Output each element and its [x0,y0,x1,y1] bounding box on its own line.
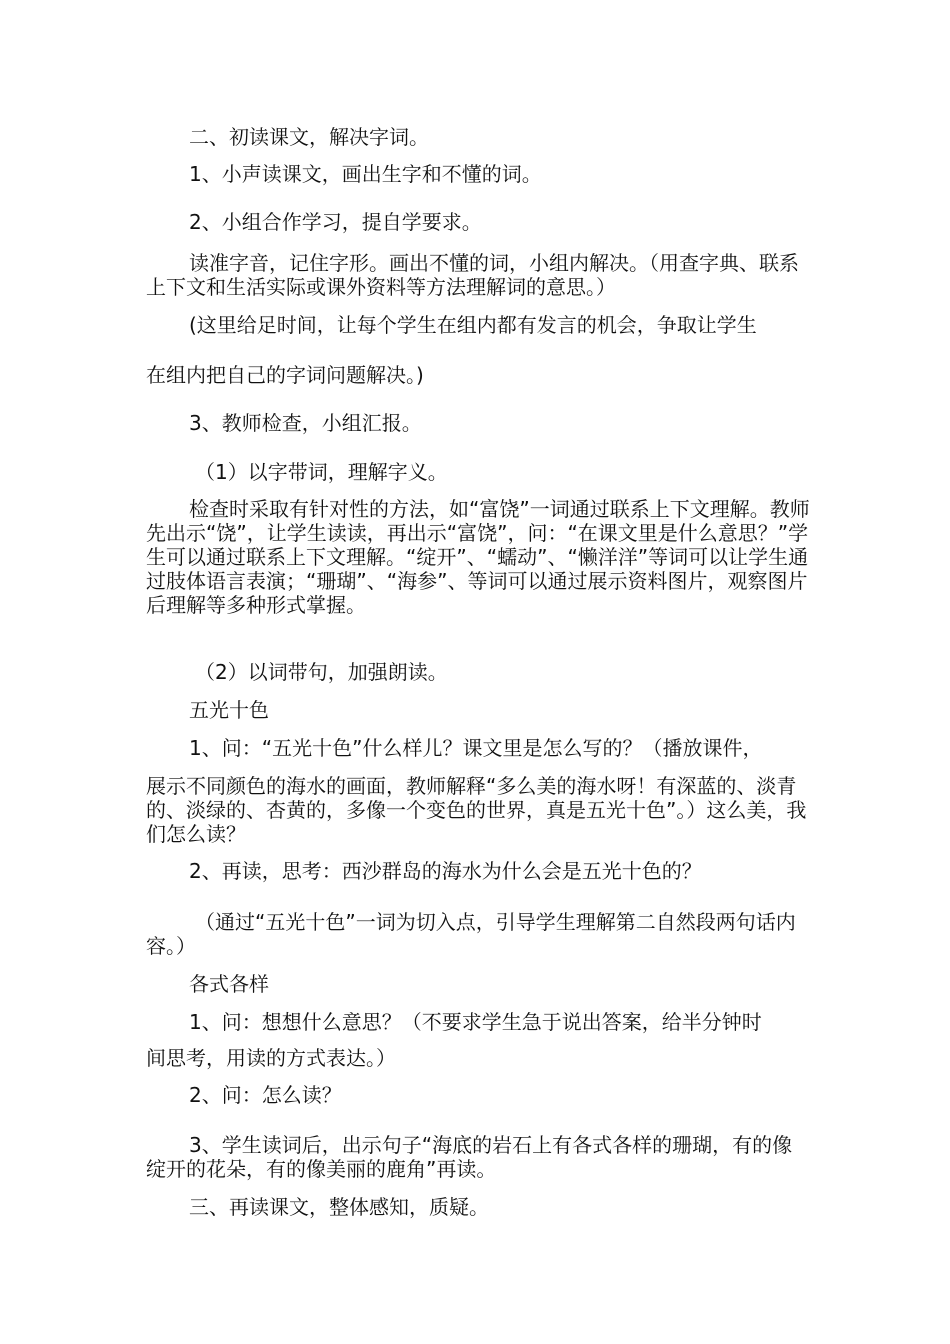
paragraph-substep-1: （1）以字带词，理解字义。 [195,460,448,484]
paragraph-step-2: 2、小组合作学习，提自学要求。 [189,210,482,234]
paragraph-note-line1: (这里给足时间，让每个学生在组内都有发言的机会，争取让学生 [189,313,757,337]
paragraph-note-line2: 在组内把自己的字词问题解决。) [146,363,424,387]
paragraph-ask-meaning-cont: 间思考，用读的方式表达。） [146,1046,396,1070]
paragraph-reread: 2、再读，思考：西沙群岛的海水为什么会是五光十色的？ [189,859,702,883]
paragraph-ask-read: 2、问：怎么读？ [189,1083,342,1107]
word-heading-wuguangshise: 五光十色 [189,698,269,722]
paragraph-question-1-cont: 展示不同颜色的海水的画面，教师解释“多么美的海水呀！有深蓝的、淡青的、淡绿的、杏黄的，多像一个变色的世界，真是五光十色”。）这么美，我们怎么读？ [146,774,807,846]
paragraph-step-3: 3、教师检查，小组汇报。 [189,411,422,435]
paragraph-check-method: 检查时采取有针对性的方法，如“富饶”一词通过联系上下文理解。教师先出示“饶”，让学生读读，再出示“富饶”，问：“在课文里是什么意思？”学生可以通过联系上下文理解。“绽开”、“蠕动”、“懒洋洋”等词可以让学生通过肢体语言表演；“珊瑚”、“海参”、等词可以通过展示资料图片，观察图片后理解等多种形式掌握。 [146,497,810,617]
paragraph-entry-point: （通过“五光十色”一词为切入点，引导学生理解第二自然段两句话内容。） [146,910,796,958]
paragraph-self-study: 读准字音，记住字形。画出不懂的词，小组内解决。（用查字典、联系上下文和生活实际或课外资料等方法理解词的意思。） [146,251,799,299]
paragraph-question-1: 1、问：“五光十色”什么样儿？课文里是怎么写的？（播放课件， [189,736,763,760]
paragraph-substep-2: （2）以词带句，加强朗读。 [195,660,448,684]
section-heading-2: 二、初读课文，解决字词。 [189,125,429,149]
paragraph-ask-meaning: 1、问：想想什么意思？（不要求学生急于说出答案，给半分钟时 [189,1010,762,1034]
word-heading-geshigeyang: 各式各样 [189,972,269,996]
paragraph-step-1: 1、小声读课文，画出生字和不懂的词。 [189,162,542,186]
paragraph-read-sentence: 3、学生读词后，出示句子“海底的岩石上有各式各样的珊瑚，有的像绽开的花朵，有的像美丽的鹿角”再读。 [146,1133,793,1181]
section-heading-3: 三、再读课文，整体感知，质疑。 [189,1195,489,1219]
